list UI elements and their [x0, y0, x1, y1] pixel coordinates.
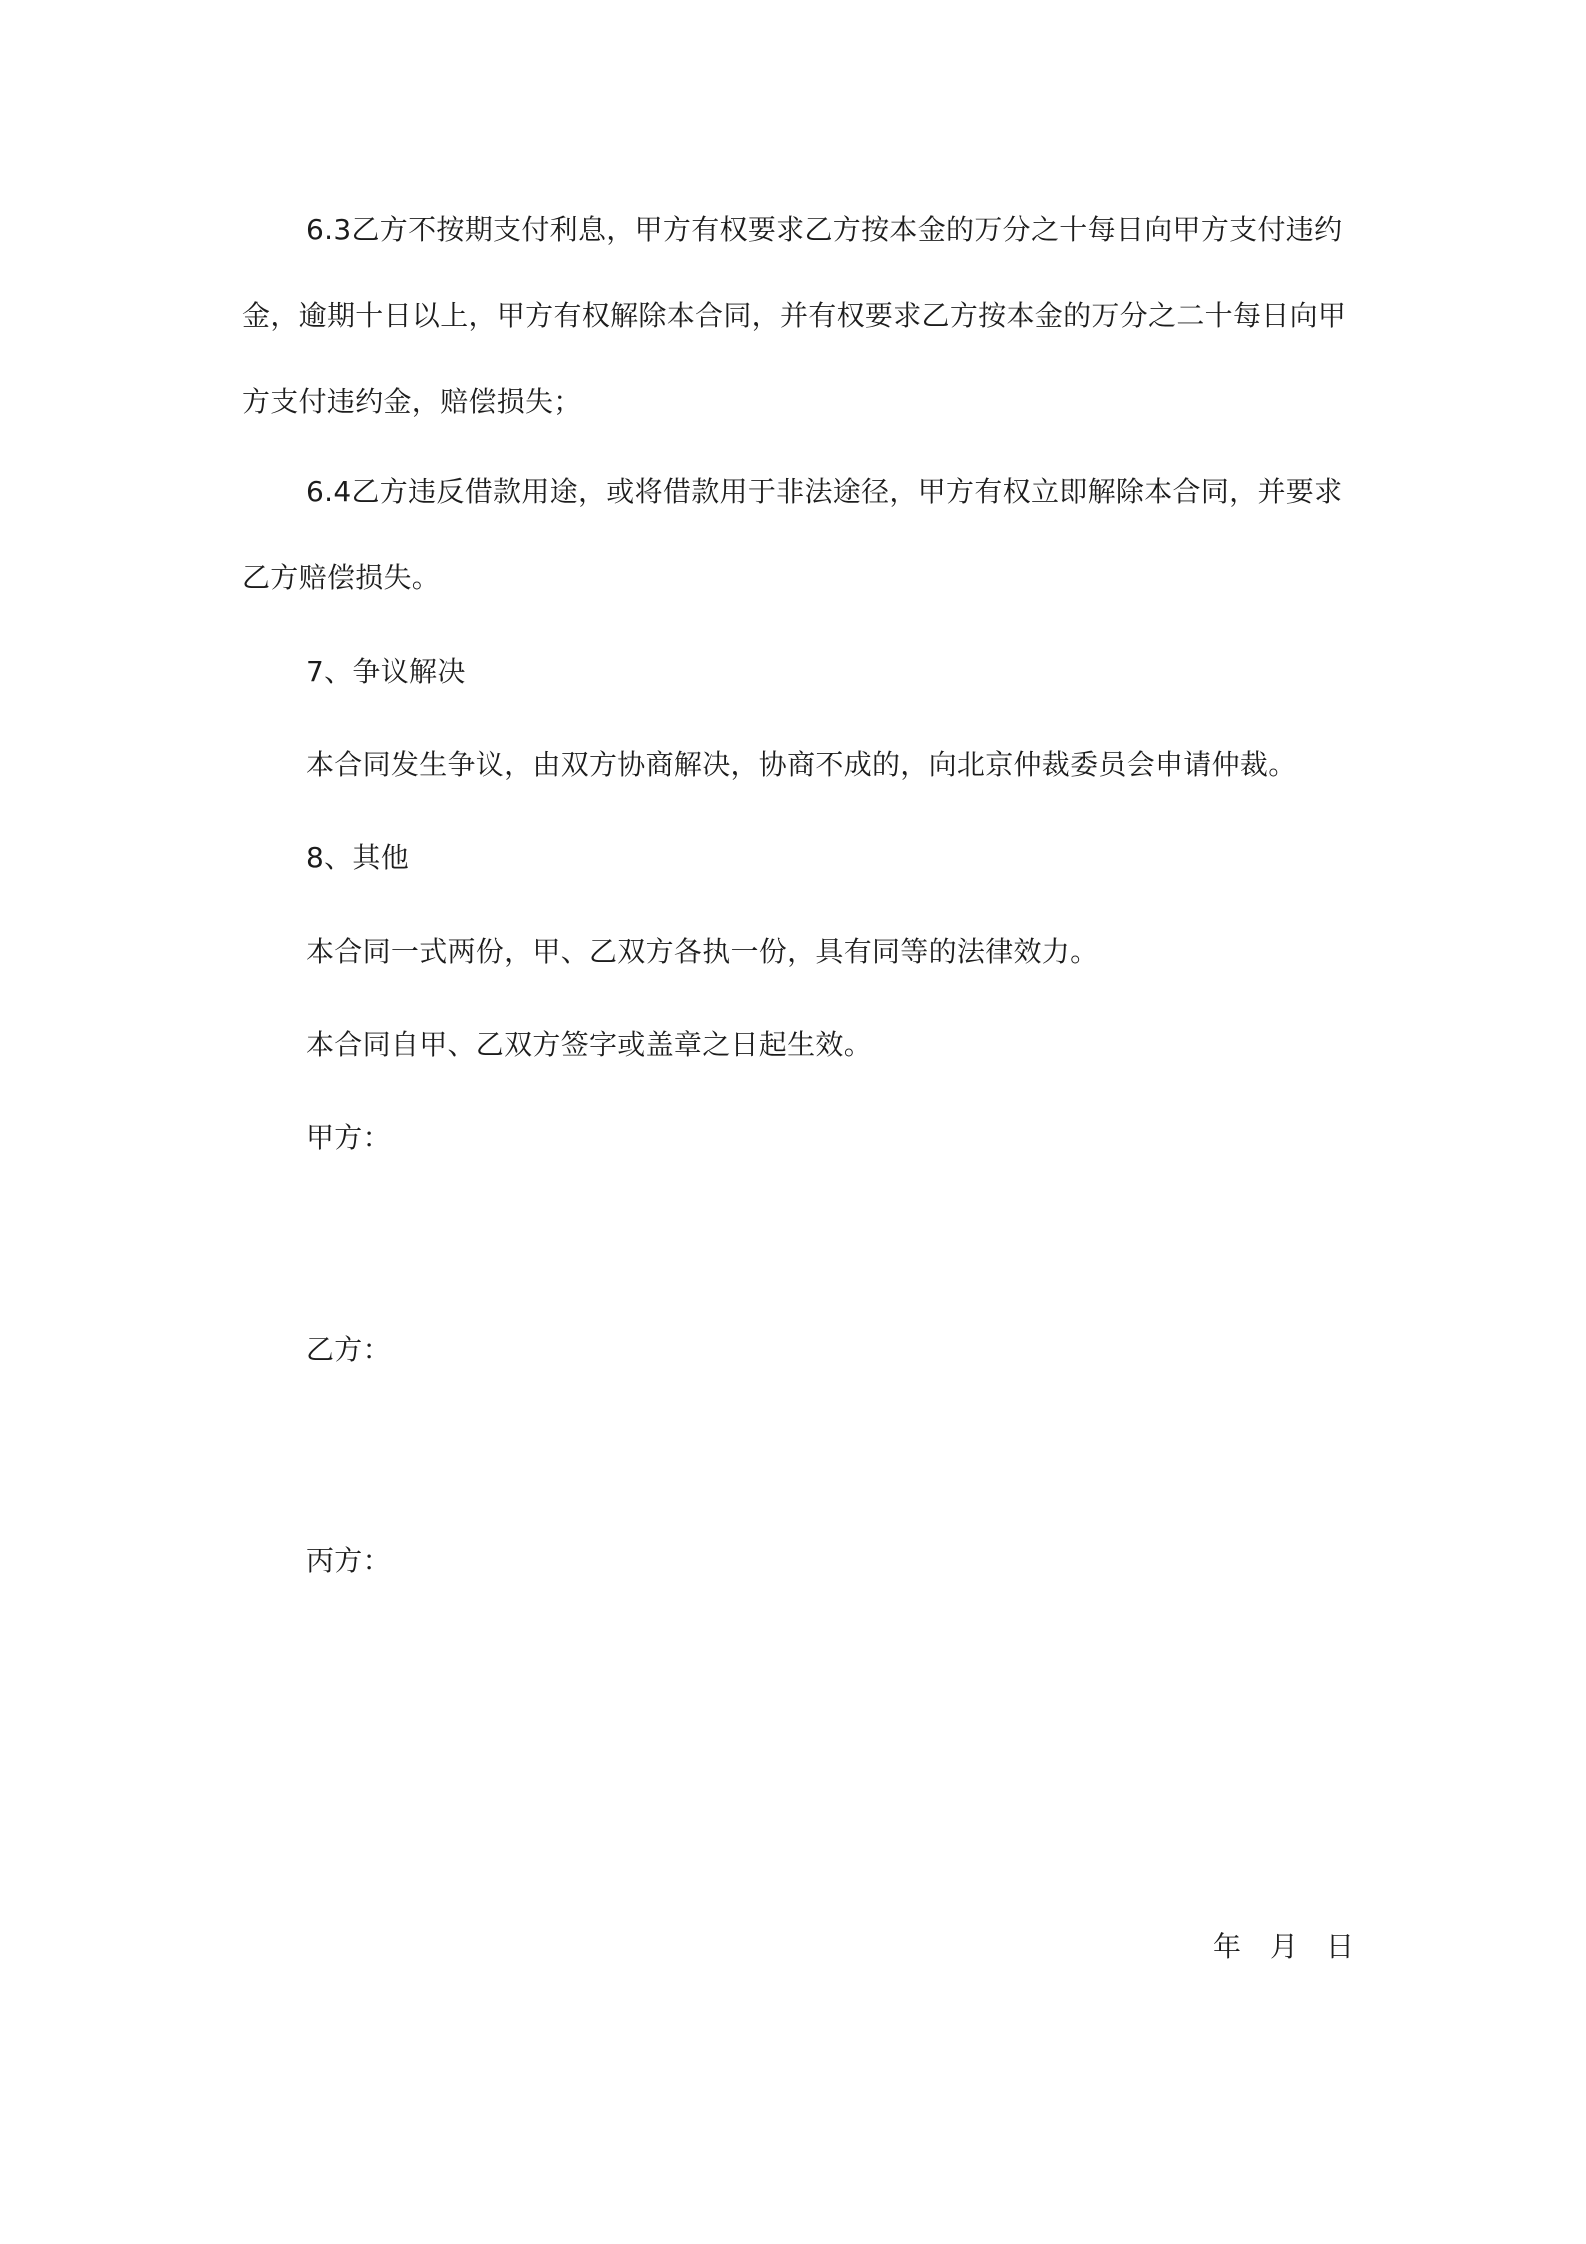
section-8-text-2: 本合同自甲、乙双方签字或盖章之日起生效。: [306, 1028, 873, 1061]
section-8-heading: 8、其他: [306, 841, 410, 874]
section-7-heading: 7、争议解决: [306, 655, 466, 688]
date-day-label: 日: [1326, 1930, 1355, 1963]
party-b-signature-label: 乙方：: [306, 1333, 391, 1366]
clause-6-3-line-3: 方支付违约金，赔偿损失；: [242, 385, 582, 418]
clause-6-3-line-1: 6 . 3 乙 方 不 按 期 支 付 利 息 ， 甲 方 有 权 要 求 乙 方 按 本 金 的 万 分 之 十 每 日 向 甲 方 支 付 违 约: [306, 213, 1343, 246]
date-year-label: 年: [1213, 1930, 1242, 1963]
section-8-text-1: 本合同一式两份，甲、乙双方各执一份，具有同等的法律效力。: [306, 935, 1099, 968]
section-7-text: 本合同发生争议，由双方协商解决，协商不成的，向北京仲裁委员会申请仲裁。: [306, 748, 1297, 781]
clause-6-3-line-2: 金 ， 逾 期 十 日 以 上 ， 甲 方 有 权 解 除 本 合 同 ， 并 有 权 要 求 乙 方 按 本 金 的 万 分 之 二 十 每 日 向 甲: [242, 299, 1347, 332]
party-c-signature-label: 丙方：: [306, 1544, 391, 1577]
clause-6-4-line-2: 乙方赔偿损失。: [242, 561, 441, 594]
date-month-label: 月: [1270, 1930, 1299, 1963]
party-a-signature-label: 甲方：: [306, 1121, 391, 1154]
clause-6-4-line-1: 6 . 4 乙 方 违 反 借 款 用 途 ， 或 将 借 款 用 于 非 法 途 径 ， 甲 方 有 权 立 即 解 除 本 合 同 ， 并 要 求: [306, 475, 1343, 508]
